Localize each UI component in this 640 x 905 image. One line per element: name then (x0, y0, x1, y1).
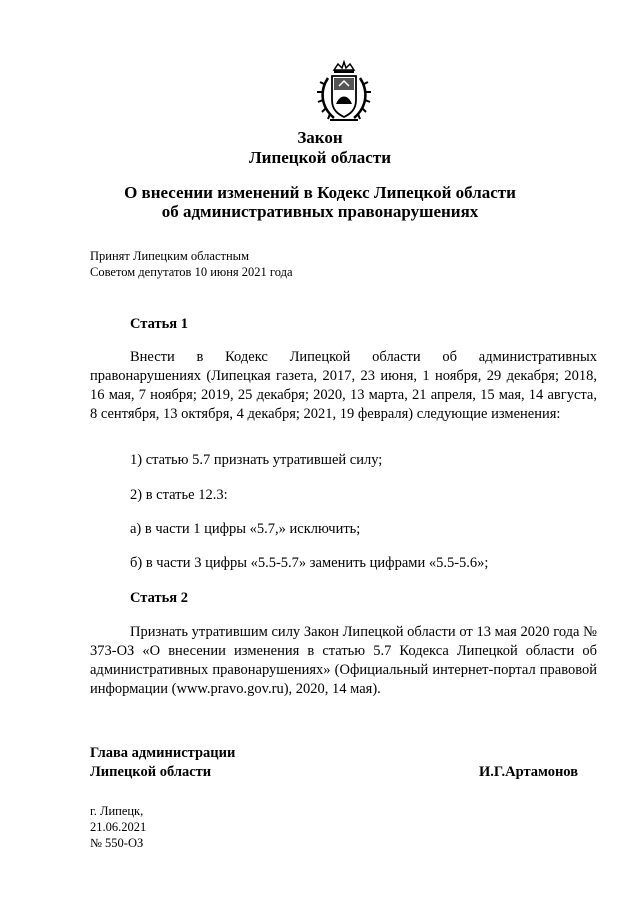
law-title: Закон (297, 128, 343, 147)
footer-date: 21.06.2021 (90, 820, 147, 834)
coat-of-arms-emblem (314, 60, 374, 126)
adoption-line2: Советом депутатов 10 июня 2021 года (90, 265, 293, 279)
article-1-intro: Внести в Кодекс Липецкой области об административных правонарушениях (Липецкая газета, 2017, 23 июня, 1 ноября, 29 декабря; 2018, 16 мая, 7 ноября; 2019, 25 декабря; 2020, 13 марта, 21 апреля, 15 мая, 14 августа, 8 сентября, 13 октября, 4 декабря; 2021, 19 февраля) следующие изменения: (90, 349, 597, 422)
adoption-line1: Принят Липецким областным (90, 249, 249, 263)
signatory-name: И.Г.Артамонов (479, 764, 579, 780)
region-title: Липецкой области (248, 148, 392, 167)
document-footer (90, 803, 146, 851)
article-1-item-2: 2) в статье 12.3: (130, 487, 228, 503)
article-1-item-a: а) в части 1 цифры «5.7,» исключить; (130, 521, 361, 537)
signatory-position-line1: Глава администрации (90, 745, 236, 761)
article-2-title: Статья 2 (130, 590, 188, 606)
law-heading-line1: О внесении изменений в Кодекс Липецкой области (124, 183, 516, 202)
signatory-position-line2: Липецкой области (90, 764, 212, 780)
article-1-title: Статья 1 (130, 316, 188, 332)
footer-number: № 550-ОЗ (90, 836, 144, 850)
article-1-item-1: 1) статью 5.7 признать утратившей силу; (130, 452, 383, 468)
adoption-note (90, 248, 293, 280)
article-2-text: Признать утратившим силу Закон Липецкой области от 13 мая 2020 года № 373-ОЗ «О внесении изменения в статью 5.7 Кодекса Липецкой области об административных правонарушениях» (Официальный интернет-портал правовой информации (www.pravo.gov.ru), 2020, 14 мая). (90, 624, 597, 697)
law-heading-line2: об административных правонарушениях (161, 202, 479, 221)
article-1-item-b: б) в части 3 цифры «5.5-5.7» заменить цифрами «5.5-5.6»; (130, 555, 489, 571)
footer-city: г. Липецк, (90, 804, 144, 818)
